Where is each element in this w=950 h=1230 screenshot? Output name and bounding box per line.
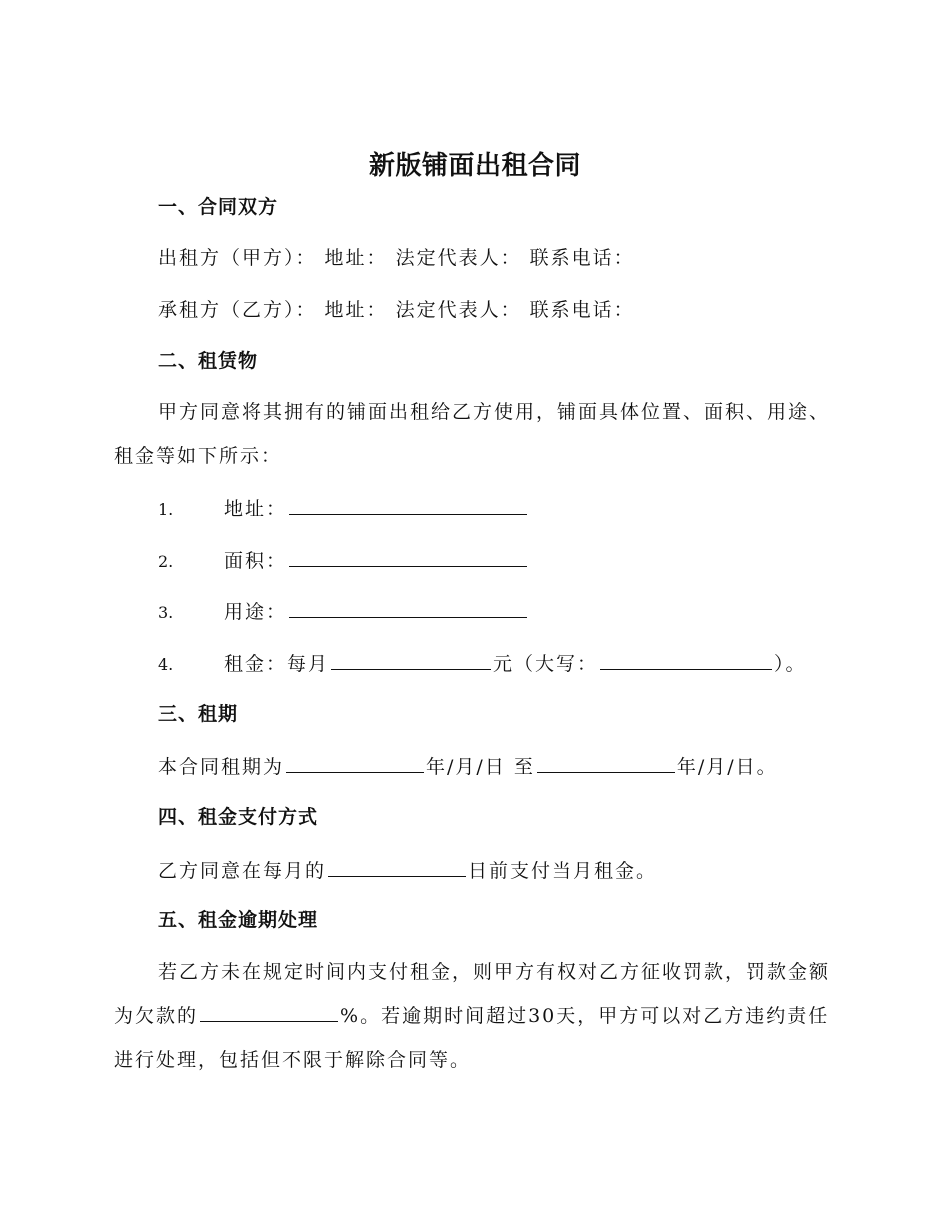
- list-item-number: 4.: [158, 655, 174, 674]
- list-item-number: 3.: [158, 603, 174, 622]
- rent-end-text: ）。: [774, 653, 807, 675]
- rent-in-words-blank: [600, 647, 772, 670]
- term-mid: 年/月/日 至: [426, 756, 535, 778]
- payment-day-blank: [328, 854, 466, 877]
- list-item-label: 地址：: [224, 498, 288, 520]
- document-title: 新版铺面出租合同: [368, 151, 581, 181]
- list-item-usage: [158, 595, 529, 628]
- penalty-percent-blank: [200, 999, 338, 1022]
- late-payment-end: %。若逾期时间超过30天，甲方可以对乙方违约责任进行处理，包括但不限于解除合同等。: [114, 1005, 830, 1071]
- lessor-line: 出租方（甲方）： 地址： 法定代表人： 联系电话：: [158, 247, 635, 269]
- list-item-label: 面积：: [224, 550, 288, 572]
- section-heading-parties: 一、合同双方: [158, 196, 279, 218]
- late-payment-prefix: 若乙方未在规定时间内支付租金，则甲方有权对乙方征收罚款，罚款金额为欠款的: [114, 961, 831, 1027]
- lessee-line: 承租方（乙方）： 地址： 法定代表人： 联系电话：: [158, 299, 635, 321]
- term-end: 年/月/日。: [676, 756, 778, 778]
- section-heading-term: 三、租期: [158, 703, 239, 725]
- term-prefix: 本合同租期为: [158, 756, 285, 778]
- list-item-area: [158, 544, 529, 577]
- section-heading-late-payment: 五、租金逾期处理: [158, 909, 319, 931]
- usage-blank: [289, 595, 527, 618]
- term-line: [158, 750, 778, 782]
- address-blank: [289, 492, 527, 515]
- list-item-number: 1.: [158, 500, 174, 519]
- rent-mid-text: 元（大写：: [493, 653, 599, 675]
- payment-line: [158, 854, 657, 886]
- section-heading-payment: 四、租金支付方式: [158, 806, 319, 828]
- list-item-number: 2.: [158, 552, 174, 571]
- list-item-label: 用途：: [224, 601, 288, 623]
- payment-end: 日前支付当月租金。: [468, 860, 658, 882]
- list-item-rent: [158, 647, 807, 680]
- list-item-address: [158, 492, 529, 525]
- monthly-rent-blank: [331, 647, 491, 670]
- term-end-blank: [537, 750, 675, 773]
- term-start-blank: [286, 750, 424, 773]
- payment-prefix: 乙方同意在每月的: [158, 860, 327, 882]
- section-heading-leased-property: 二、租赁物: [158, 350, 259, 372]
- list-item-label: 租金：每月: [224, 653, 330, 675]
- area-blank: [289, 544, 527, 567]
- late-payment-paragraph: [114, 950, 834, 1082]
- leased-property-intro: 甲方同意将其拥有的铺面出租给乙方使用，铺面具体位置、面积、用途、租金等如下所示：: [114, 401, 831, 467]
